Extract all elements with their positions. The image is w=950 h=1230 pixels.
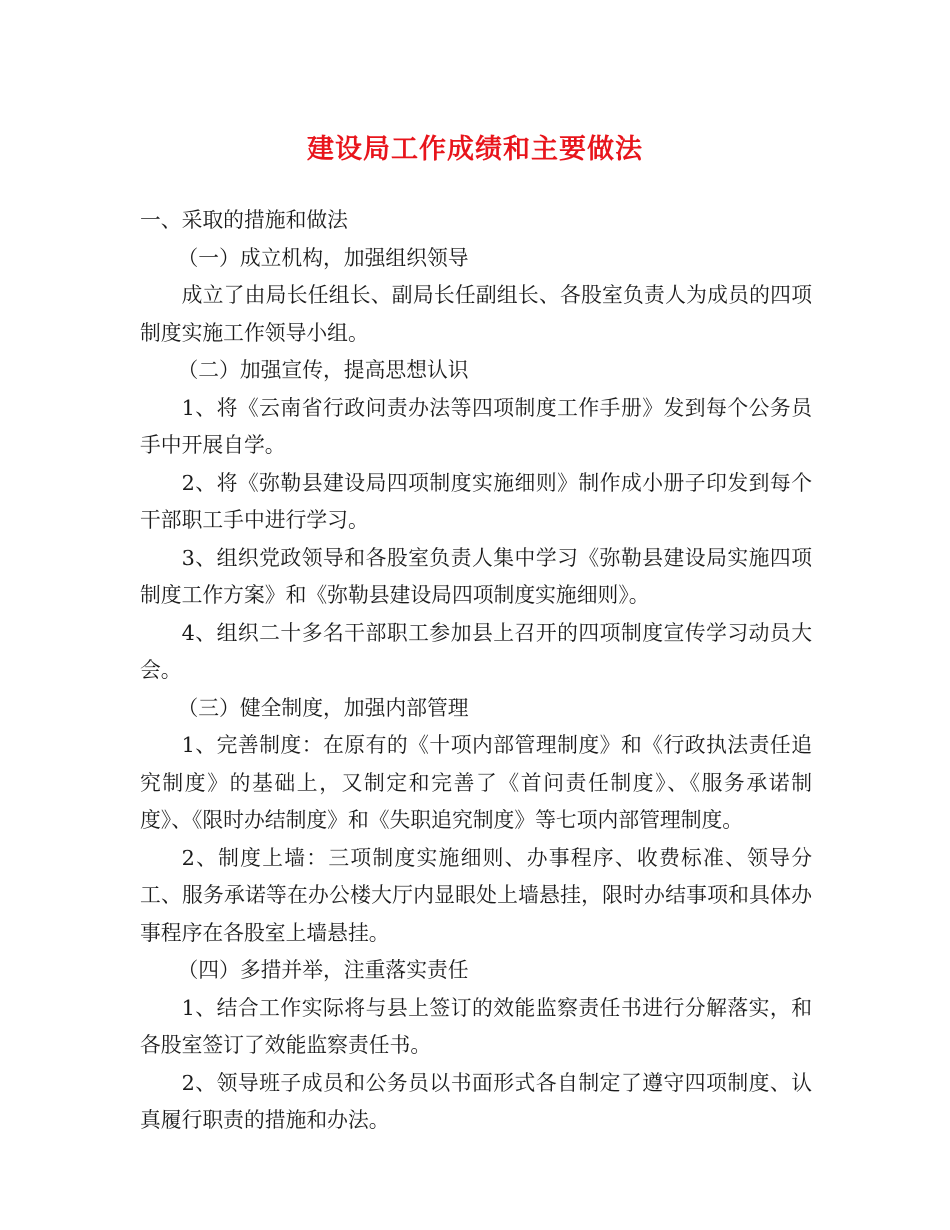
paragraph-responsibility-2: 2、领导班子成员和公务员以书面形式各自制定了遵守四项制度、认真履行职责的措施和办法。 — [140, 1070, 812, 1132]
page-title: 建设局工作成绩和主要做法 — [307, 134, 643, 165]
paragraph-publicity-1: 1、将《云南省行政问责办法等四项制度工作手册》发到每个公务员手中开展自学。 — [140, 395, 812, 457]
paragraph-leading-group: 成立了由局长任组长、副局长任副组长、各股室负责人为成员的四项制度实施工作领导小组。 — [140, 283, 812, 345]
paragraph-system-2: 2、制度上墙：三项制度实施细则、办事程序、收费标准、领导分工、服务承诺等在办公楼大厅内显眼处上墙悬挂，限时办结事项和具体办事程序在各股室上墙悬挂。 — [140, 845, 812, 945]
paragraph-system-1: 1、完善制度：在原有的《十项内部管理制度》和《行政执法责任追究制度》的基础上，又制定和完善了《首问责任制度》、《服务承诺制度》、《限时办结制度》和《失职追究制度》等七项内部管理制度。 — [140, 733, 812, 832]
paragraph-publicity-4: 4、组织二十多名干部职工参加县上召开的四项制度宣传学习动员大会。 — [140, 620, 812, 682]
subsection-heading-publicity: （二）加强宣传，提高思想认识 — [177, 358, 469, 382]
section-heading-measures: 一、采取的措施和做法 — [140, 208, 348, 232]
subsection-heading-organization: （一）成立机构，加强组织领导 — [177, 245, 469, 270]
subsection-heading-responsibility: （四）多措并举，注重落实责任 — [177, 958, 469, 982]
subsection-heading-system: （三）健全制度，加强内部管理 — [177, 695, 469, 720]
paragraph-responsibility-1: 1、结合工作实际将与县上签订的效能监察责任书进行分解落实，和各股室签订了效能监察责任书。 — [140, 995, 812, 1057]
paragraph-publicity-2: 2、将《弥勒县建设局四项制度实施细则》制作成小册子印发到每个干部职工手中进行学习。 — [140, 470, 812, 532]
document-body — [140, 202, 812, 1140]
paragraph-publicity-3: 3、组织党政领导和各股室负责人集中学习《弥勒县建设局实施四项制度工作方案》和《弥勒县建设局四项制度实施细则》。 — [140, 545, 812, 607]
